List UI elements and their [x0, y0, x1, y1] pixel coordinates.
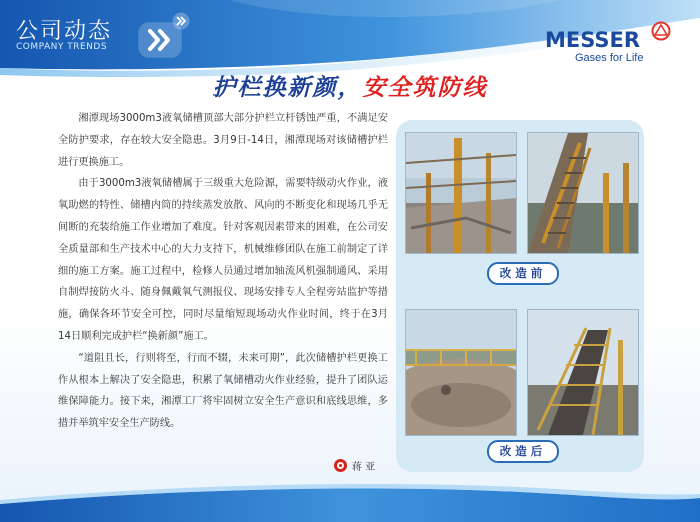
before-label: 改造前	[487, 262, 559, 285]
article-body	[58, 108, 388, 435]
section-subtitle: COMPANY TRENDS	[16, 42, 108, 52]
section-title: 公司动态	[16, 19, 113, 44]
author-signature	[334, 457, 375, 473]
company-logo-icon	[651, 20, 671, 42]
article-paragraph: 湘潭现场3000m3液氧储槽顶部大部分护栏立杆锈蚀严重，不满足安全防护要求，存在较大安全隐患。3月9日-14日，湘潭现场对该储槽护栏进行更换施工。	[58, 113, 388, 168]
small-chevron-icon	[172, 12, 190, 30]
headline-part-1: 护栏换新颜，	[212, 75, 363, 101]
after-photo-1	[405, 309, 517, 436]
after-photo-2	[527, 309, 639, 436]
headline-part-2: 安全筑防线	[362, 75, 488, 101]
after-label: 改造后	[487, 440, 559, 463]
before-photo-1	[405, 132, 517, 254]
author-icon	[334, 459, 347, 472]
article-paragraph: 由于3000m3液氧储槽属于三级重大危险源，需要特级动火作业，液氧助燃的特性、储槽内筒的持续蒸发放散、风向的不断变化和现场几乎无间断的充装给施工作业增加了难度。针对客观因素带来的困难，在公司安全质量部和生产技术中心的大力支持下，机械维修团队在施工前制定了详细的施工方案。施工过程中，检修人员通过增加轴流风机强制通风、采用自制焊接防火斗、随身佩戴氧气测报仪、现场安排专人全程旁站监护等措施，确保各环节安全可控，同时尽量缩短现场动火作业时间，终于在3月14日顺利完成护栏“换新颜”施工。	[58, 178, 388, 342]
company-logo-wordmark: MESSER	[545, 28, 641, 52]
before-photo-2	[527, 132, 639, 254]
company-tagline: Gases for Life	[575, 52, 644, 64]
footer-swoosh	[0, 476, 700, 522]
article-paragraph: “道阻且长，行则将至，行而不辍，未来可期”，此次储槽护栏更换工作从根本上解决了安全隐患，积累了氧储槽动火作业经验，提升了团队运维保障能力。接下来，湘潭工厂将牢固树立安全生产意识和底线思维，多措并举筑牢安全生产防线。	[58, 352, 388, 430]
author-name: 蒋 亚	[352, 461, 376, 473]
article-headline	[0, 69, 700, 102]
